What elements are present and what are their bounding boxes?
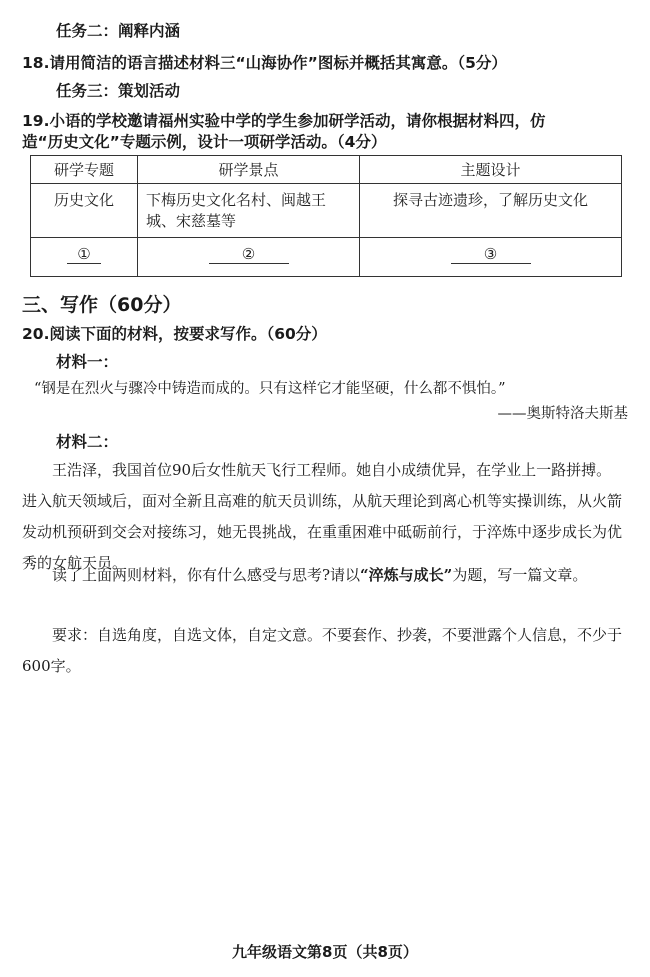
writing-prompt: [22, 560, 622, 591]
table-header-row: [31, 156, 622, 184]
header-design: 主题设计: [360, 156, 622, 184]
question-20: 20.阅读下面的材料，按要求写作。（60分）: [22, 325, 327, 343]
question-19-line1: 19.小语的学校邀请福州实验中学的学生参加研学活动，请你根据材料四，仿: [22, 112, 546, 130]
material-one-author: ——奥斯特洛夫斯基: [497, 406, 628, 422]
material-two-text: 王浩泽，我国首位90后女性航天飞行工程师。她自小成绩优异，在学业上一路拼搏。进入航天领域后，面对全新且高难的航天员训练，从航天理论到离心机等实操训练，从火箭发动机预研到交会对接练习，她无畏挑战，在重重困难中砥砺前行，于淬炼中逐步成长为优秀的女航天员。: [22, 461, 623, 572]
example-sites: 下梅历史文化名村、闽越王城、宋慈墓等: [138, 184, 360, 238]
answer-cell-3[interactable]: [360, 238, 622, 277]
writing-requirements: 要求：自选角度，自选文体，自定文意。不要套作、抄袭，不要泄露个人信息，不少于600字。: [22, 626, 623, 675]
table-row-answer: [31, 238, 622, 277]
material-two-label: 材料二：: [56, 433, 119, 451]
header-topic: 研学专题: [31, 156, 138, 184]
task-three-heading: 任务三：策划活动: [56, 82, 181, 100]
header-sites: 研学景点: [138, 156, 360, 184]
blank-1[interactable]: ①: [67, 245, 101, 264]
example-design: 探寻古迹遗珍，了解历史文化: [360, 184, 622, 238]
page-footer: 九年级语文第8页（共8页）: [232, 943, 418, 961]
blank-3[interactable]: ③: [451, 245, 531, 264]
prompt-post: 为题，写一篇文章。: [452, 566, 588, 584]
material-one-label: 材料一：: [56, 353, 119, 371]
table-row-example: [31, 184, 622, 238]
blank-2[interactable]: ②: [209, 245, 289, 264]
answer-cell-2[interactable]: [138, 238, 360, 277]
material-one-quote: “钢是在烈火与骤冷中铸造而成的。只有这样它才能坚硬，什么都不惧怕。”: [34, 381, 506, 397]
prompt-pre: 读了上面两则材料，你有什么感受与思考?请以: [52, 566, 361, 584]
question-19-line2: 造“历史文化”专题示例，设计一项研学活动。（4分）: [22, 133, 387, 151]
task-two-heading: 任务二：阐释内涵: [56, 22, 181, 40]
example-topic: 历史文化: [31, 184, 138, 238]
study-activity-table: [30, 155, 622, 277]
answer-cell-1[interactable]: [31, 238, 138, 277]
question-18: 18.请用简洁的语言描述材料三“山海协作”图标并概括其寓意。（5分）: [22, 54, 507, 72]
prompt-title: “淬炼与成长”: [360, 566, 453, 584]
section-three-heading: 三、写作（60分）: [22, 294, 182, 316]
